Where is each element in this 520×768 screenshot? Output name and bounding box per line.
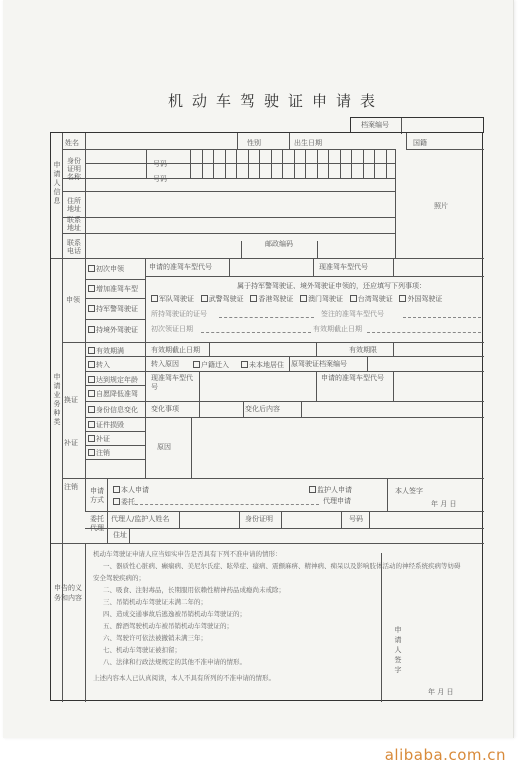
- declaration-item: 二、吸食、注射毒品，长期服用依赖性精神药品成瘾尚未戒除；: [103, 586, 285, 594]
- opt-first-apply-label: 初次申领: [96, 265, 124, 273]
- declaration-closing: 上述内容本人已认真阅读，本人不具有所列的不准申请的情形。: [93, 674, 275, 682]
- opt-transfer-in: 转入: [88, 361, 110, 369]
- type-hongkong: 香港驾驶证: [250, 295, 293, 303]
- applicant-section-label: 申请人信息: [53, 161, 61, 205]
- requested-class-label: 申请的准驾车型代号: [321, 374, 384, 382]
- type-police: 武警驾驶证: [201, 295, 244, 303]
- transfer-reason-label: 转入原因: [151, 360, 179, 368]
- proxy-label: 委托代理: [90, 515, 104, 532]
- opt-guardian-apply: 监护人申请: [309, 486, 352, 494]
- declaration-item: 五、醉酒驾驶机动车被吊销机动车驾驶证的；: [103, 622, 233, 630]
- id-doc-label: 身份证明名称: [67, 157, 81, 181]
- self-signature-date: 年 月 日: [431, 500, 457, 508]
- opt-foreign-license-label: 持境外驾驶证: [96, 326, 138, 334]
- method-label: 申请方式: [90, 487, 104, 504]
- opt-foreign-license: [88, 326, 138, 334]
- valid-term-label: 有效期限: [349, 346, 377, 354]
- opt-self-apply: 本人申请: [113, 486, 149, 494]
- reason-label: 原因: [157, 443, 171, 451]
- opt-age-reached: 达到规定年龄: [88, 376, 138, 384]
- type-army: 军队驾驶证: [151, 295, 194, 303]
- change-content-label: 变化后内容: [245, 405, 280, 413]
- photo-label: 照片: [434, 202, 448, 210]
- declaration-item: 三、吊销机动车驾驶证未满二年的；: [103, 598, 207, 606]
- form-title: 机动车驾驶证申请表: [168, 92, 385, 110]
- opt-identity-change: 身份信息变化: [88, 406, 138, 414]
- self-signature-label: 本人签字: [395, 487, 423, 495]
- opt-entrust: 委托: [113, 498, 135, 506]
- change-item-label: 变化事项: [151, 405, 179, 413]
- declaration-section-label: 申告的义务和内容: [54, 584, 82, 602]
- contact-address-label: 联系地址: [67, 216, 81, 232]
- declaration-item: 安全驾驶疾病的；: [93, 574, 145, 582]
- declaration-intro: 机动车驾驶证申请人应当如实申告是否具有下列不准申请的情形：: [93, 550, 282, 558]
- id-number-label-1: 号码: [153, 160, 167, 168]
- nationality-label: 国籍: [413, 139, 427, 147]
- id-grid-divider: [190, 163, 395, 164]
- apply-section-label: 申领: [66, 296, 80, 304]
- business-section-label: 申请业务种类: [53, 373, 61, 426]
- cancel-label: 注销: [64, 483, 78, 491]
- applicant-signature-label: 申请人签字: [394, 626, 402, 674]
- application-form: [50, 132, 483, 701]
- opt-cancel: 注销: [88, 449, 110, 457]
- opt-nonlocal: 未本地居住: [241, 361, 284, 369]
- declaration-item: 六、驾驶许可依法被撤销未满三年；: [103, 634, 207, 642]
- proxy-name-label: 代理人/监护人姓名: [111, 515, 170, 523]
- id-number-label-2: 号码: [153, 175, 167, 183]
- orig-archive-label: 原驾驶证档案编号: [291, 360, 347, 368]
- phone-label: 联系电话: [67, 239, 81, 255]
- current-class-label: 现准驾车型代号: [151, 374, 193, 391]
- declaration-item: 七、机动车驾驶证被扣留；: [103, 646, 181, 654]
- watermark: alibaba.com.cn: [384, 746, 506, 764]
- license-type-list: [151, 295, 442, 303]
- type-macau: 澳门驾驶证: [300, 295, 343, 303]
- opt-voluntary-downgrade: 自愿降低准驾: [88, 390, 138, 398]
- declaration-date: 年 月 日: [428, 688, 454, 696]
- dob-label: 出生日期: [294, 139, 322, 147]
- proxy-id-label: 身份证明: [245, 515, 273, 523]
- allowed-code-label: 现准驾车型代号: [319, 263, 368, 271]
- valid-end-label: 有效期截止日期: [313, 325, 362, 333]
- archive-number-label: 档案编号: [361, 121, 389, 129]
- address-label: 住所地址: [67, 197, 81, 213]
- opt-household-move: 户籍迁入: [193, 361, 229, 369]
- opt-add-class: [88, 285, 138, 293]
- declaration-item: 八、法律和行政法规规定的其他不准申请的情形。: [103, 658, 246, 666]
- opt-military-license: [88, 305, 138, 313]
- class-code-label: 申请的准驾车型代号: [149, 263, 212, 271]
- postcode-label: 邮政编码: [265, 240, 293, 248]
- archive-number-box: [350, 117, 484, 133]
- apply-hint: 属于持军警驾驶证、境外驾驶证申领的，还应填写下列事项：: [237, 282, 426, 290]
- type-foreign: 外国驾驶证: [399, 295, 442, 303]
- opt-reissue: 补证: [88, 435, 110, 443]
- gender-label: 性别: [247, 139, 261, 147]
- expired-date-label: 有效期截止日期: [151, 346, 200, 354]
- agent-apply-label: 代理申请: [323, 497, 351, 505]
- opt-first-apply: [88, 265, 124, 273]
- first-issue-date-label: 初次领证日期: [151, 325, 193, 333]
- declaration-item: 一、器质性心脏病、癫痫病、美尼尔氏症、眩晕症、癔病、震颤麻痹、精神病、痴呆以及影响肢体活动的神经系统疾病等妨碍: [103, 562, 461, 570]
- renew-label: 换证: [64, 396, 78, 404]
- declaration-item: 四、造成交通事故后逃逸被吊销机动车驾驶证的；: [103, 610, 246, 618]
- opt-expired: 有效期满: [88, 347, 124, 355]
- type-taiwan: 台湾驾驶证: [350, 295, 393, 303]
- opt-damaged: 证件损毁: [88, 421, 124, 429]
- opt-military-license-label: 持军警驾驶证: [96, 305, 138, 313]
- orig-license-no-label: 所持驾驶证的证号: [151, 310, 207, 318]
- proxy-number-label: 号码: [349, 515, 363, 523]
- opt-add-class-label: 增加准驾车型: [96, 285, 138, 293]
- name-label: 姓名: [65, 139, 79, 147]
- reissue-label: 补证: [64, 439, 78, 447]
- proxy-address-label: 住址: [113, 531, 127, 539]
- endorsed-class-label: 签注的准驾车型代号: [321, 310, 384, 318]
